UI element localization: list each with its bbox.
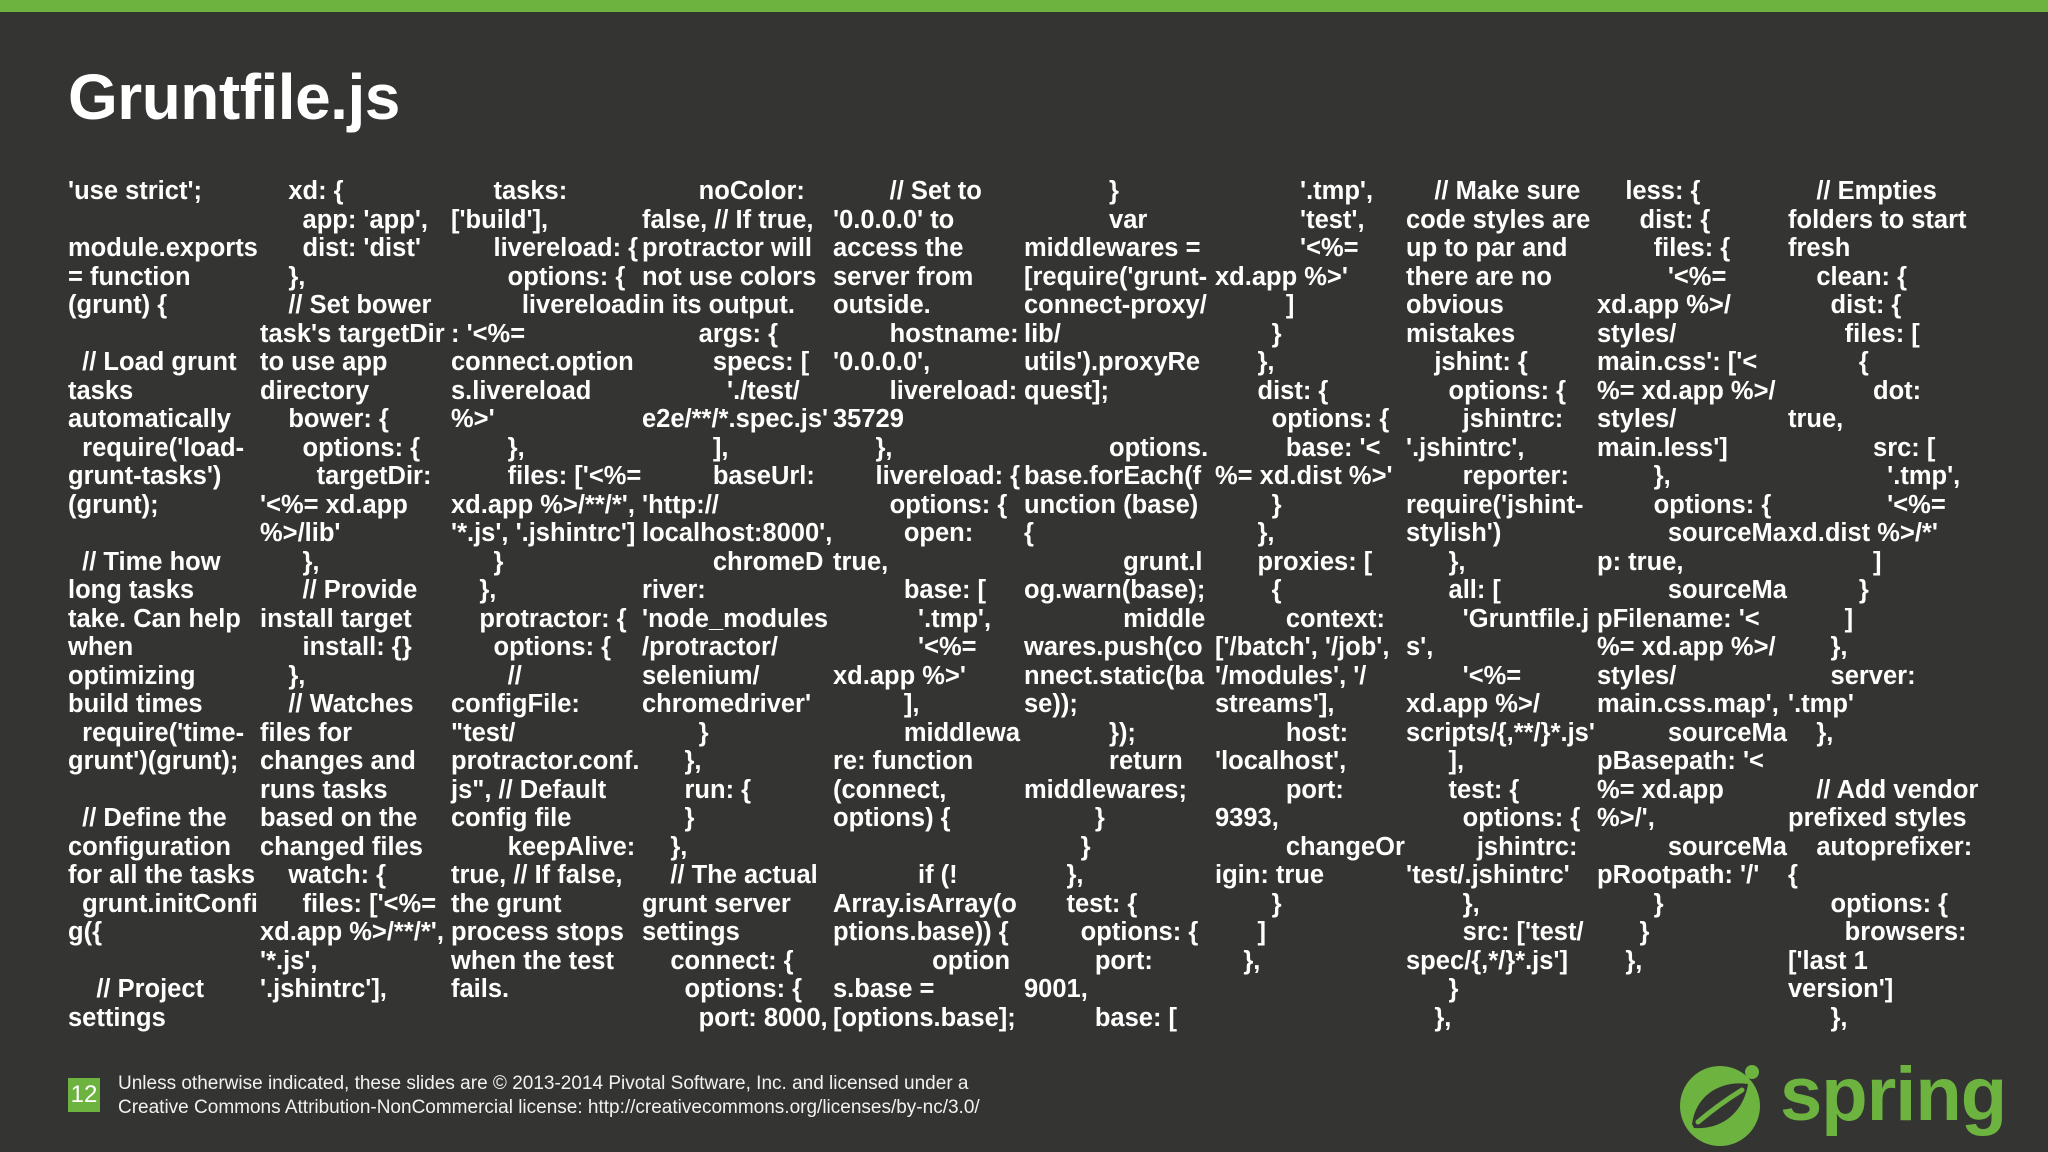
- spring-logo: [1670, 1050, 2007, 1150]
- code-column-7: '.tmp', 'test', '<%= xd.app %>' ] } }, dist: { options: { base: '< %= xd.dist %>' } }, proxies: [ { context: ['/batch', '/job', '/modules', '/ streams'], host: 'localhost', port: 9393, changeOr igin: true } ] },: [1215, 177, 1405, 975]
- page-number-badge: 12: [68, 1078, 100, 1112]
- code-column-10: // Empties folders to start fresh clean: { dist: { files: [ { dot: true, src: [ '.tmp', '<%= xd.dist %>/*' ] } ] }, server: '.tmp' }, // Add vendor prefixed styles autoprefixer: { options: { browsers: ['last 1 version'] },: [1788, 177, 1979, 1032]
- slide-title: Gruntfile.js: [68, 61, 400, 133]
- code-column-8: // Make sure code styles are up to par and there are no obvious mistakes jshint: { options: { jshintrc: '.jshintrc', reporter: require('jshint- stylish') }, all: [ 'Gruntfile.j s', '<%= xd.app %>/ scripts/{,**/}*.js' ], test: { options: { jshintrc: 'test/.jshintrc' }, src: ['test/ spec/{,*/}*.js'] } },: [1406, 177, 1595, 1032]
- code-column-9: less: { dist: { files: { '<%= xd.app %>/ styles/ main.css': ['< %= xd.app %>/ styles/ main.less'] }, options: { sourceMa p: true, sourceMa pFilename: '< %= xd.app %>/ styles/ main.css.map', sourceMa pBasepath: '< %= xd.app %>/', sourceMa pRootpath: '/' } } },: [1597, 177, 1787, 975]
- code-column-4: noColor: false, // If true, protractor will not use colors in its output. args: { specs: [ './test/ e2e/**/*.spec.js' ], baseUrl: 'http:// localhost:8000', chromeD river: 'node_modules /protractor/ selenium/ chromedriver' } }, run: { } }, // The actual grunt server settings connect: { options: { port: 8000,: [642, 177, 833, 1032]
- code-column-5: // Set to '0.0.0.0' to access the server from outside. hostname: '0.0.0.0', livereload: 35729 }, livereload: { options: { open: true, base: [ '.tmp', '<%= xd.app %>' ], middlewa re: function (connect, options) { if (! Array.isArray(o ptions.base)) { option s.base = [options.base];: [833, 177, 1021, 1032]
- code-columns: [0, 177, 2048, 1037]
- code-column-3: tasks: ['build'], livereload: { options: { livereload : '<%= connect.option s.livereload %>' }, files: ['<%= xd.app %>/**/*', '*.js', '.jshintrc'] } }, protractor: { options: { // configFile: "test/ protractor.conf. js", // Default config file keepAlive: true, // If false, the grunt process stops when the test fails.: [451, 177, 642, 1003]
- logo-wordmark: spring: [1780, 1052, 2007, 1137]
- license-notice: [118, 1072, 1118, 1120]
- code-column-6: } var middlewares = [require('grunt- connect-proxy/ lib/ utils').proxyRe quest]; options. base.forEach(f unction (base) { grunt.l og.warn(base); middle wares.push(co nnect.static(ba se)); }); return middlewares; } } }, test: { options: { port: 9001, base: [: [1024, 177, 1209, 1032]
- code-column-2: xd: { app: 'app', dist: 'dist' }, // Set bower task's targetDir to use app directory bower: { options: { targetDir: '<%= xd.app %>/lib' }, // Provide install target install: {} }, // Watches files for changes and runs tasks based on the changed files watch: { files: ['<%= xd.app %>/**/*', '*.js', '.jshintrc'],: [260, 177, 445, 1003]
- top-accent-bar: [0, 0, 2048, 12]
- license-line-2: Creative Commons Attribution-NonCommercial license: http://creativecommons.org/licenses/by-nc/3.0/: [118, 1097, 980, 1118]
- spring-leaf-icon: [1674, 1058, 1766, 1150]
- code-column-1: 'use strict'; module.exports = function (grunt) { // Load grunt tasks automatically require('load- grunt-tasks') (grunt); // Time how long tasks take. Can help when optimizing build times require('time- grunt')(grunt); // Define the configuration for all the tasks grunt.initConfi g({ // Project settings: [68, 177, 258, 1032]
- license-line-1: Unless otherwise indicated, these slides are © 2013-2014 Pivotal Software, Inc. and licensed under a: [118, 1073, 969, 1094]
